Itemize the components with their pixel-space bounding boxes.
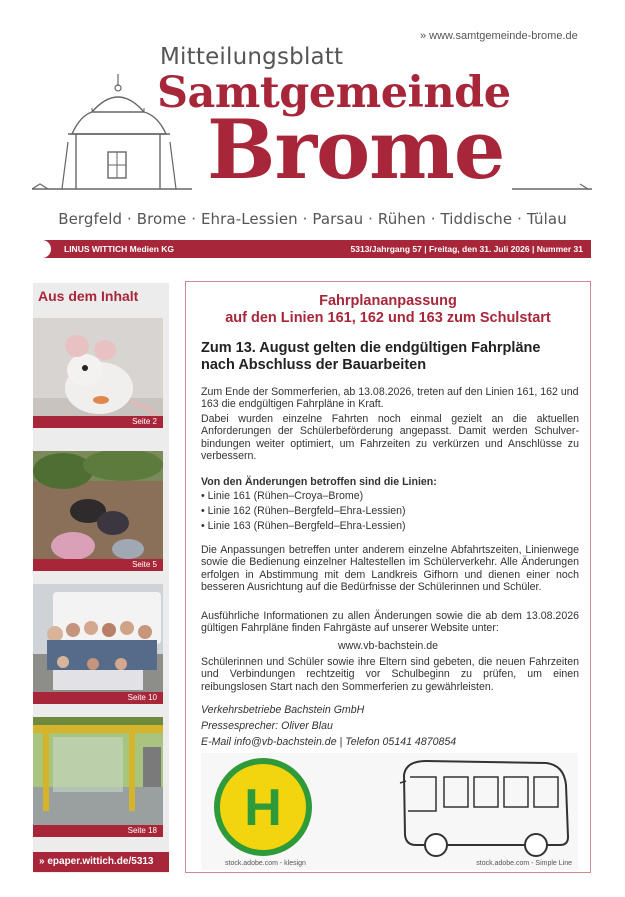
issue-info-bar xyxy=(33,240,591,258)
bus-drawing-icon xyxy=(396,755,576,859)
sig-contact: E-Mail info@vb-bachstein.de | Telefon 05141 4870854 xyxy=(201,736,457,748)
headline-line-2: auf den Linien 161, 162 und 163 zum Schulstart xyxy=(225,310,551,326)
line-item: • Linie 161 (Rühen–Croya–Brome) xyxy=(201,490,364,502)
signature xyxy=(201,702,579,750)
paragraph-3: Die Anpassungen betreffen unter anderem einzelne Abfahrtszeiten, Linienwege sowie die Bedienung einzelner Haltestellen im Schülerverkehr. Alle Änderungen erfolgen in Abstimmung mit dem Landkreis Gifhorn und dienen einer noch besseren Ausrichtung auf die Bedürfnisse der Schülerinnen und Schüler. xyxy=(201,544,579,594)
bar-notch xyxy=(33,240,51,258)
paragraph-4: Ausführliche Informationen zu allen Änderungen sowie die ab dem 13.08.2026 gültigen Fahrpläne finden Fahrgäste auf unserer Website unter: xyxy=(201,610,579,635)
headline-line-1: Fahrplananpassung xyxy=(319,293,457,309)
illustration-area xyxy=(201,753,578,870)
sidebar-title: Aus dem Inhalt xyxy=(38,288,139,304)
page-ref-2: Seite 2 xyxy=(33,416,163,428)
line-item: • Linie 163 (Rühen–Bergfeld–Ehra-Lessien) xyxy=(201,520,406,532)
paragraph-2: Dabei wurden einzelne Fahrten noch einmal gezielt an die aktuellen Anforderungen der Schülerbeförderung angepasst. Damit werden Schulver-bindungen weiter optimiert, um Fahrzeiten zu verkürzen und Anschlüsse zu verbessern. xyxy=(201,413,579,463)
contents-sidebar xyxy=(33,283,169,873)
thumb-bus-shelter-photo[interactable] xyxy=(33,717,163,837)
image-credit-2: stock.adobe.com - Simple Line xyxy=(476,860,572,867)
article-box xyxy=(185,281,591,873)
subhead-line-2: nach Abschluss der Bauarbeiten xyxy=(201,357,427,373)
municipality-list: Bergfeld · Brome · Ehra-Lessien · Parsau · Rühen · Tiddische · Tülau xyxy=(58,210,567,228)
article-subhead xyxy=(201,340,581,374)
paragraph-5: Schülerinnen und Schüler sowie ihre Eltern sind gebeten, die neuen Fahrzeiten und Verbindungen rechtzeitig vor Schulbeginn zu prüfen, um einen reibungslosen Start nach den Sommerferien zu gewährleisten. xyxy=(201,656,579,693)
page-ref-10: Seite 10 xyxy=(33,692,163,704)
page-ref-18: Seite 18 xyxy=(33,825,163,837)
thumb-group-photo[interactable] xyxy=(33,584,163,704)
website-url[interactable]: www.vb-bachstein.de xyxy=(337,640,439,652)
issue-info: 5313/Jahrgang 57 | Freitag, den 31. Juli 2026 | Nummer 31 xyxy=(350,244,583,254)
subhead-line-1: Zum 13. August gelten die endgültigen Fahrpläne xyxy=(201,340,541,356)
lines-title: Von den Änderungen betroffen sind die Linien: xyxy=(201,476,437,488)
thumb-children-photo[interactable] xyxy=(33,451,163,571)
thumb-rat-photo[interactable] xyxy=(33,318,163,428)
article-headline xyxy=(186,293,590,327)
lines-list xyxy=(201,489,579,534)
epaper-link[interactable]: » epaper.wittich.de/5313 xyxy=(33,852,169,872)
publisher-name: LINUS WITTICH Medien KG xyxy=(64,244,175,254)
paragraph-1: Zum Ende der Sommerferien, ab 13.08.2026, treten auf den Linien 161, 162 und 163 die endgültigen Fahrpläne in Kraft. xyxy=(201,386,579,411)
image-credit-1: stock.adobe.com - klesign xyxy=(225,860,306,867)
masthead-title: Samtgemeinde xyxy=(157,68,511,118)
sig-company: Verkehrsbetriebe Bachstein GmbH xyxy=(201,704,365,716)
bus-stop-sign-icon xyxy=(213,757,313,857)
website-link[interactable]: » www.samtgemeinde-brome.de xyxy=(420,30,578,42)
bus-stop-letter: H xyxy=(244,779,282,837)
sig-spokesperson: Pressesprecher: Oliver Blau xyxy=(201,720,333,732)
page-ref-5: Seite 5 xyxy=(33,559,163,571)
masthead-brome: Brome xyxy=(207,103,505,198)
masthead-subtitle: Mitteilungsblatt xyxy=(160,44,344,70)
line-item: • Linie 162 (Rühen–Bergfeld–Ehra-Lessien) xyxy=(201,505,406,517)
